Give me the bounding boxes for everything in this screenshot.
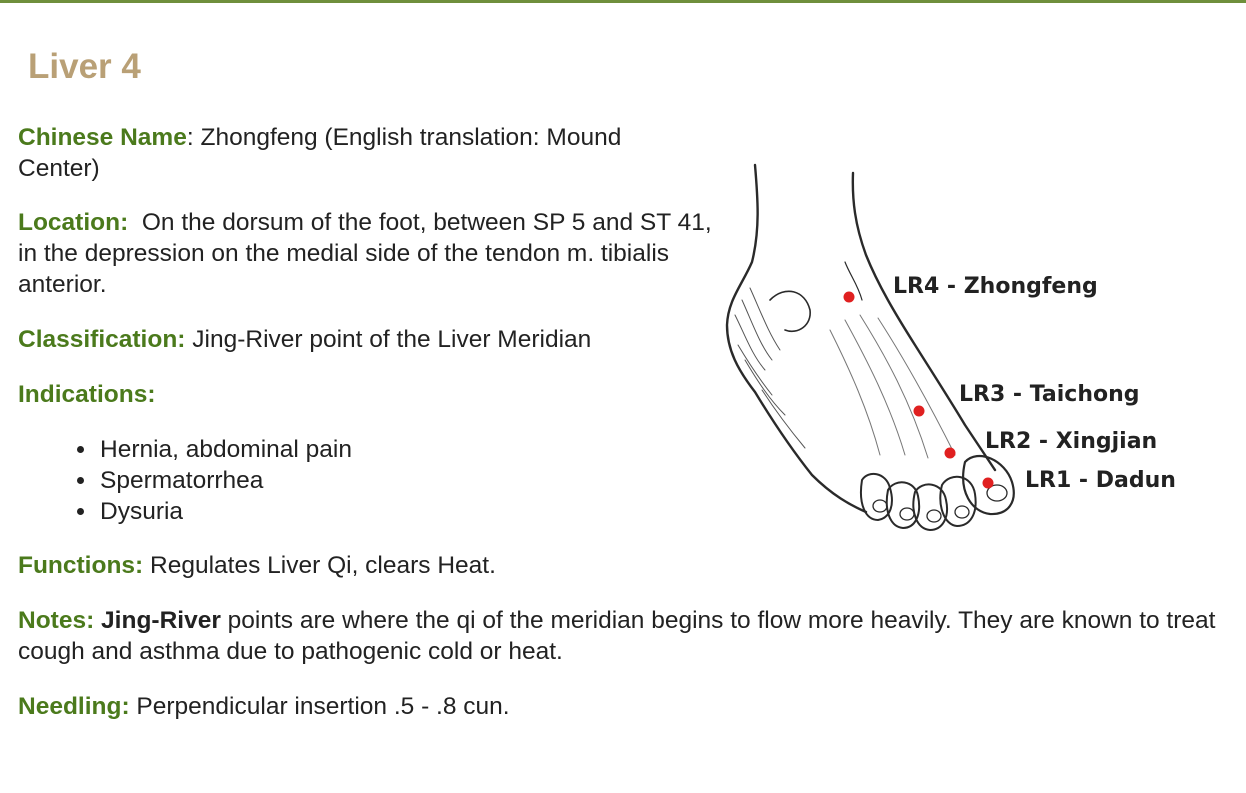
indication-item: • Dysuria (98, 496, 352, 527)
indications-heading (18, 379, 155, 410)
indications-list (72, 434, 352, 527)
indication-item: • Hernia, abdominal pain (98, 434, 352, 465)
location-label: Location: (18, 209, 129, 236)
functions-text: Regulates Liver Qi, clears Heat. (143, 552, 496, 579)
notes-label: Notes: (18, 607, 95, 634)
needling-label: Needling: (18, 693, 130, 720)
functions-paragraph (18, 550, 918, 581)
location-text: On the dorsum of the foot, between SP 5 and ST 41, in the depression on the medial side of the tendon m. tibialis anterior. (18, 209, 719, 298)
chinese-name-label: Chinese Name (18, 124, 187, 151)
classification-label: Classification: (18, 326, 186, 353)
indication-item: • Spermatorrhea (98, 465, 352, 496)
acupoint-label-lr1: LR1 - Dadun (1025, 468, 1176, 493)
acupoint-label-lr2: LR2 - Xingjian (985, 429, 1158, 454)
acupoint-lr1-marker (983, 478, 994, 489)
indications-label: Indications: (18, 381, 156, 408)
notes-text: points are where the qi of the meridian begins to flow more heavily. They are known to treat cough and asthma due to pathogenic cold or heat. (18, 607, 1216, 665)
acupoint-label-lr3: LR3 - Taichong (959, 382, 1140, 407)
needling-text: Perpendicular insertion .5 - .8 cun. (129, 693, 510, 720)
chinese-name-text: : Zhongfeng (English translation: Mound Center) (18, 124, 622, 182)
functions-label: Functions: (18, 552, 144, 579)
page-title: Liver 4 (28, 47, 141, 86)
acupoint-lr2-marker (945, 448, 956, 459)
classification-paragraph (18, 324, 718, 355)
notes-paragraph (18, 605, 1218, 667)
location-paragraph (18, 207, 718, 300)
classification-text: Jing-River point of the Liver Meridian (185, 326, 592, 353)
needling-paragraph (18, 691, 918, 722)
acupoint-lr4-marker (844, 292, 855, 303)
acupoint-label-lr4: LR4 - Zhongfeng (893, 274, 1098, 299)
top-border-rule (0, 0, 1246, 3)
acupoint-lr3-marker (914, 406, 925, 417)
notes-bold-term: Jing-River (101, 607, 221, 634)
chinese-name-paragraph (18, 122, 698, 184)
